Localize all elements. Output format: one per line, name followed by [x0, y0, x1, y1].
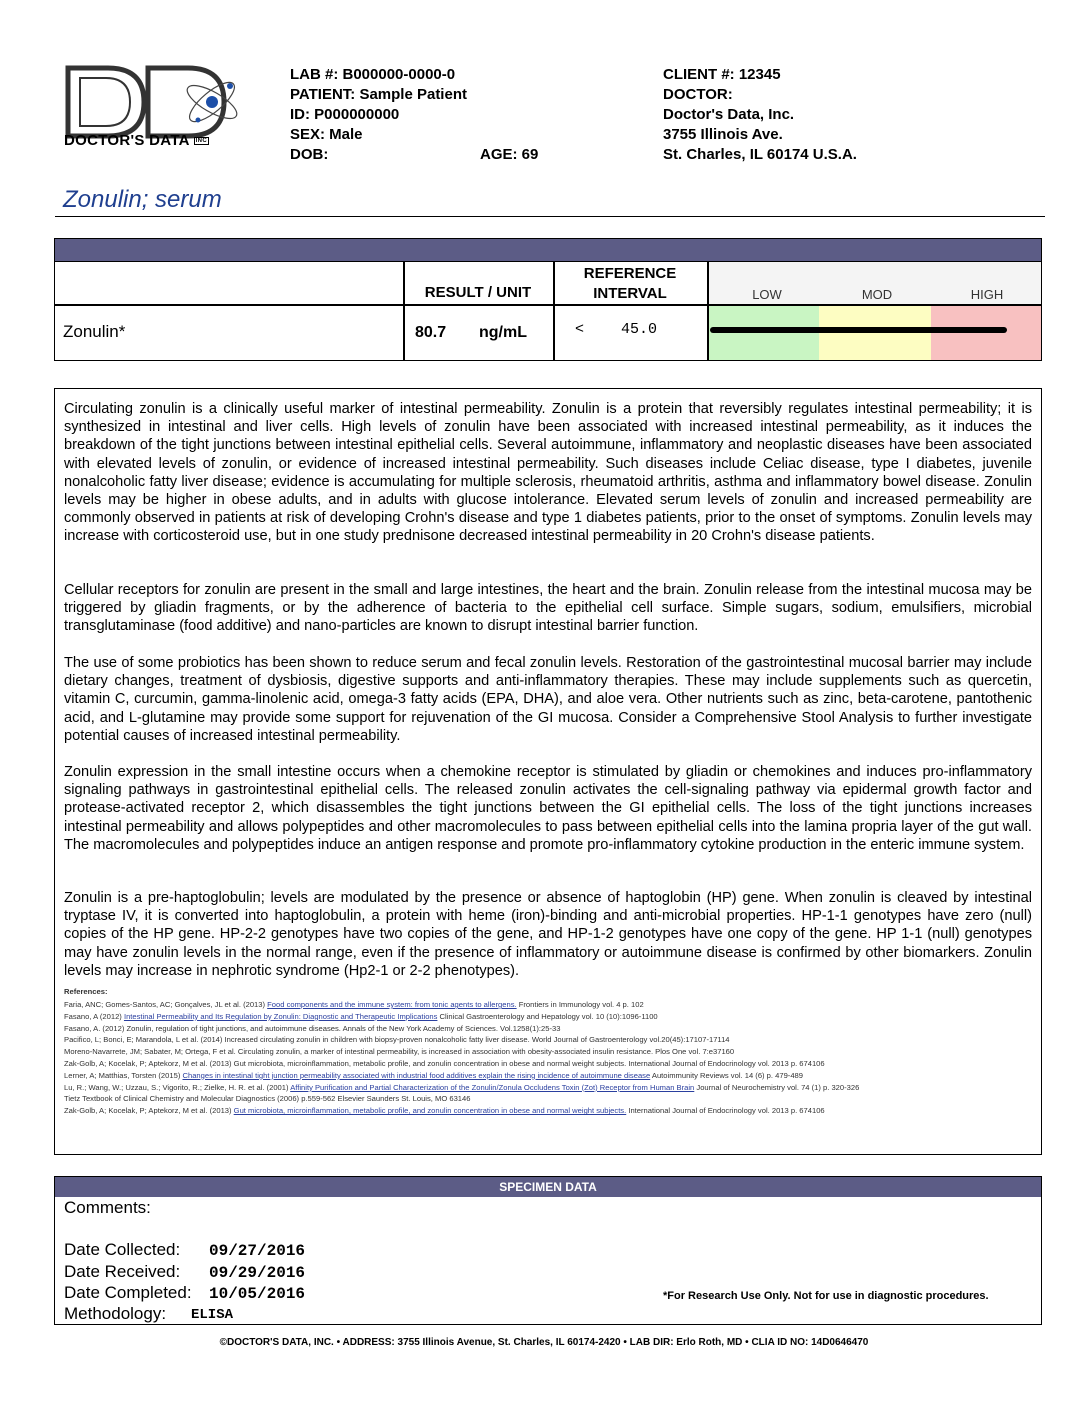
client-number: CLIENT #: 12345 [663, 66, 781, 83]
reference-text: Zak-Golb, A; Kocelak, P; Aptekorz, M et al. (2013) [64, 1106, 234, 1116]
patient-id: ID: P000000000 [290, 106, 400, 123]
specimen-section [54, 1176, 1042, 1325]
reference-text: Moreno-Navarrete, JM; Sabater, M; Ortega, F et al. Circulating zonulin, a marker of intestinal permeability, is increased in association with obesity-associated insulin resistance. Plos One vol. 7:e37160 [64, 1047, 735, 1057]
reference-interval-header [553, 264, 707, 304]
reference-item [64, 1058, 825, 1069]
reference-item [64, 1023, 560, 1034]
client-info [663, 65, 857, 165]
paragraph-1: Circulating zonulin is a clinically useful marker of intestinal permeability. Zonulin is a protein that reversibly regulates intestinal permeability; it is synthesized in intestinal and liver cells. High levels of zonulin have been associated with increased intestinal permeability, as it induces the breakdown of the tight junctions between intestinal epithelial cells. Several autoimmune, inflammatory and neoplastic diseases have been associated with elevated levels of zonulin, or evidence of increased intestinal permeability. Such diseases include Celiac disease, type I diabetes, juvenile nonalcoholic fatty liver disease; evidence is accumulating for multiple sclerosis, rheumatoid arthritis, asthma and inflammatory bowel disease. Zonulin levels may be higher in obese adults, and in adults with glucose intolerance. Elevated serum levels of zonulin and increased permeability are commonly observed in patients at risk of developing Crohn's disease and type 1 diabetes patients, prior to the onset of symptoms. Zonulin levels may increase with corticosteroid use, but in one study prednisone decreased intestinal permeability in 20 Crohn's disease patients. [64, 401, 1032, 545]
reference-text: Zak-Golb, A; Kocelak, P; Aptekorz, M et al. (2013) Gut microbiota, microinflammation, metabolic profile, and zonulin concentration in obese and normal weight subjects. International Journal of Endocrinology vol. 2013 p. 674106 [64, 1059, 825, 1068]
date-collected-label: Date Collected: [64, 1240, 181, 1259]
reference-item [64, 1046, 734, 1057]
reference-text: Fasano, A. (2012) Zonulin, regulation of tight junctions, and autoimmune diseases. Annals of the New York Academy of Sciences. Vol.1258(1):25-33 [64, 1023, 561, 1033]
reference-source: Frontiers in Immunology vol. 4 p. 102 [516, 1000, 644, 1009]
reference-item [64, 1082, 859, 1093]
company-logo [62, 60, 242, 152]
result-unit-header: RESULT / UNIT [424, 284, 532, 301]
reference-header-line1: REFERENCE [583, 265, 677, 282]
results-header-bar [55, 239, 1041, 262]
date-completed-label: Date Completed: [64, 1283, 192, 1302]
client-address-1: 3755 Illinois Ave. [663, 126, 783, 143]
logo-brand-text: DOCTOR'S DATA [64, 132, 190, 149]
reference-text: Tietz Textbook of Clinical Chemistry and Molecular Diagnostics (2006) p.559-562 Elsevier Saunders St. Louis, MO 63146 [64, 1094, 471, 1104]
lab-number: LAB #: B000000-0000-0 [290, 66, 456, 83]
reference-item [64, 1034, 730, 1045]
client-org: Doctor's Data, Inc. [663, 106, 795, 123]
logo-inc-text: INC [195, 138, 207, 145]
reference-link[interactable]: Changes in intestinal tight junction permeability associated with industrial food additives explain the rising incidence of autoimmune disease [182, 1070, 651, 1080]
references-heading: References: [64, 987, 108, 996]
methodology-value: ELISA [191, 1307, 234, 1323]
reference-text: Fasano, A (2012) [64, 1011, 124, 1021]
specimen-heading: SPECIMEN DATA [55, 1177, 1041, 1197]
reference-link[interactable]: Gut microbiota, microinflammation, metabolic profile, and zonulin concentration in obese and normal weight subjects. [233, 1106, 627, 1116]
paragraph-4: Zonulin expression in the small intestine occurs when a chemokine receptor is stimulated by gliadin or chemokines and induces pro-inflammatory signaling pathways in gastrointestinal epithelial cells. The released zonulin activates the cell-signaling pathway via epidermal growth factor and protease-activated receptor 2, which disassembles the tight junctions between the GI epithelial cells. The loss of the tight junctions increases intestinal permeability and allows polypeptides and other macromolecules to pass between epithelial cells into the lamina propria layer of the gut wall. The macromolecules and polypeptides induce an antigen response and promote pro-inflammatory cytokine production in the enteric immune system. [64, 764, 1032, 853]
reference-item [64, 1070, 803, 1081]
patient-age: AGE: 69 [480, 146, 539, 163]
patient-info [290, 65, 467, 165]
title-rule [55, 216, 1045, 217]
reference-link[interactable]: Intestinal Permeability and Its Regulation by Zonulin: Diagnostic and Therapeutic Implications [123, 1011, 438, 1021]
reference-operator: < [575, 321, 585, 338]
paragraph-5: Zonulin is a pre-haptoglobulin; levels are modulated by the presence or absence of haptoglobin (HP) gene. When zonulin is cleaved by intestinal tryptase IV, it is converted into haptoglobulin, a protein with heme (iron)-binding and anti-microbial properties. HP-1-1 genotypes have zero (null) copies of the HP gene. HP-2-2 genotypes have two copies of the gene, and HP-1-2 genotypes have one copy of the gene. HP 1-1 (null) genotypes may have zonulin levels in the normal range, even if the presence of inflammatory or autoimmune disease is confirmed by other biomarkers. Zonulin levels may increase in nephrotic syndrome (Hp2-1 or 2-2 phenotypes). [64, 890, 1032, 979]
paragraph-2: Cellular receptors for zonulin are present in the small and large intestines, the heart and the brain. Zonulin release from the intestinal mucosa may be triggered by gliadin fragments, or by the adherence of bacteria to the epithelial cell surface. Simple sugars, sodium, emulsifiers, microbial transglutaminase (food additive) and nano-particles are known to disrupt intestinal barrier function. [64, 582, 1032, 635]
date-collected-value: 09/27/2016 [209, 1242, 306, 1260]
zone-low-label: LOW [752, 287, 782, 302]
date-received-value: 09/29/2016 [209, 1264, 306, 1282]
test-title: Zonulin; serum [63, 186, 222, 213]
reference-item [64, 1093, 470, 1104]
patient-sex: SEX: Male [290, 126, 363, 143]
results-col-divider-1 [403, 262, 405, 360]
reference-text: Faria, ANC; Gomes-Santos, AC; Gonçalves, JL et al. (2013) [64, 1000, 268, 1009]
result-value: 80.7 [415, 324, 447, 341]
reference-header-line2: INTERVAL [593, 285, 667, 302]
zone-mod-label: MOD [861, 287, 893, 302]
client-address-2: St. Charles, IL 60174 U.S.A. [663, 146, 857, 163]
reference-link[interactable]: Food components and the immune system: from tonic agents to allergens. [267, 1000, 517, 1009]
analyte-name: Zonulin* [63, 322, 126, 341]
research-disclaimer: *For Research Use Only. Not for use in diagnostic procedures. [663, 1290, 989, 1302]
doctor-label: DOCTOR: [663, 86, 733, 103]
reference-source: Clinical Gastroenterology and Hepatology vol. 10 (10):1096-1100 [437, 1011, 658, 1021]
interpretation-box [54, 388, 1042, 1155]
reference-item [64, 999, 644, 1010]
patient-name: PATIENT: Sample Patient [290, 86, 467, 103]
zone-high-label: HIGH [970, 287, 1004, 302]
reference-item [64, 1011, 658, 1022]
result-indicator-bar [710, 327, 1007, 333]
reference-text: Lu, R.; Wang, W.; Uzzau, S.; Vigorito, R.; Zielke, H. R. et al. (2001) [64, 1082, 291, 1092]
reference-source: Autoimmunity Reviews vol. 14 (6) p. 479-489 [650, 1070, 803, 1080]
patient-dob: DOB: [290, 146, 329, 163]
comments-label: Comments: [64, 1198, 151, 1217]
result-unit: ng/mL [479, 324, 527, 341]
results-table [54, 238, 1042, 361]
date-completed-value: 10/05/2016 [209, 1285, 306, 1303]
methodology-label: Methodology: [64, 1304, 167, 1323]
page-footer: ©DOCTOR'S DATA, INC. • ADDRESS: 3755 Illinois Avenue, St. Charles, IL 60174-2420 • LAB DIR: Erlo Roth, MD • CLIA ID NO: 14D0646470 [219, 1337, 869, 1348]
reference-text: Pacifico, L; Bonci, E; Marandola, L et al. (2014) Increased circulating zonulin in children with biopsy-proven nonalcoholic fatty liver disease. World Journal of Gastroenterology vol.20(45):17107-17114 [64, 1035, 730, 1045]
reference-link[interactable]: Affinity Purification and Partial Characterization of the Zonulin/Zonula Occludens Toxin (Zot) Receptor from Human Brain [290, 1082, 695, 1092]
paragraph-3: The use of some probiotics has been shown to reduce serum and fecal zonulin levels. Restoration of the gastrointestinal mucosal barrier may include dietary changes, treatment of dysbiosis, digestive supports and anti-inflammatory therapies. These may include supplements such as quercetin, vitamin C, curcumin, gamma-linolenic acid, omega-3 fatty acids (EPA, DHA), and aloe vera. Other nutrients such as zinc, beta-carotene, pantothenic acid, and L-glutamine may provide some support for rejuvenation of the GI mucosa. Consider a Comprehensive Stool Analysis to further investigate potential causes of increased intestinal permeability. [64, 655, 1032, 744]
reference-item [64, 1105, 825, 1116]
date-received-label: Date Received: [64, 1262, 181, 1281]
reference-text: Lerner, A; Matthias, Torsten (2015) [64, 1070, 183, 1080]
reference-source: Journal of Neurochemistry vol. 74 (1) p. 320-326 [694, 1082, 860, 1092]
reference-value: 45.0 [621, 321, 658, 338]
reference-source: International Journal of Endocrinology vol. 2013 p. 674106 [626, 1106, 825, 1116]
